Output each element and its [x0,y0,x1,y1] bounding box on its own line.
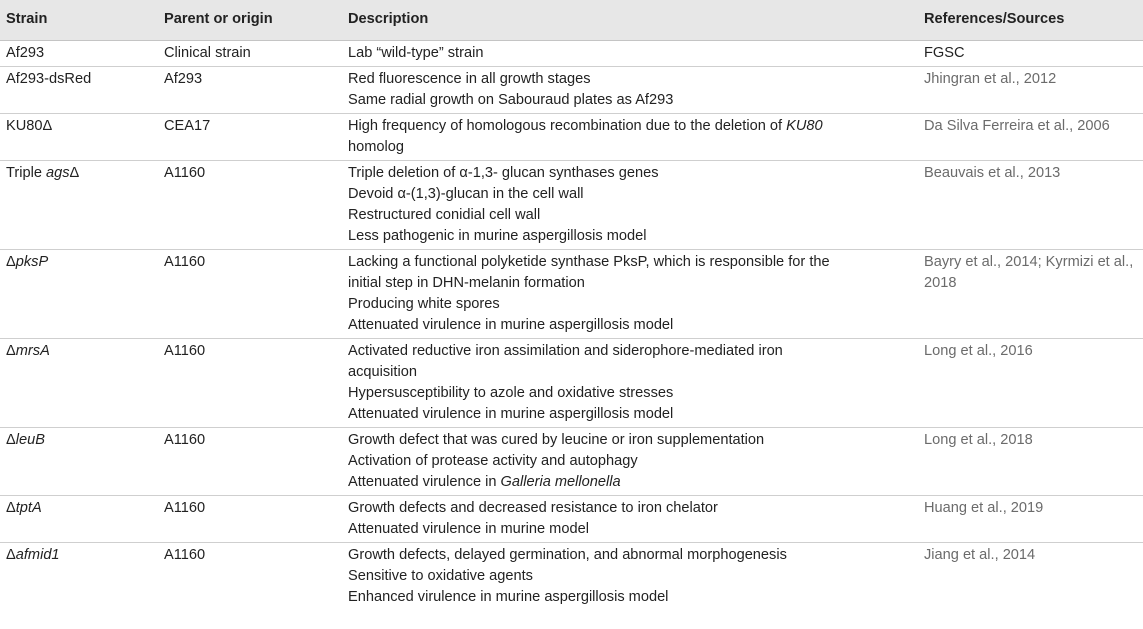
description-line [348,184,918,205]
description-line [348,404,918,425]
strain-cell [0,67,158,114]
description-line [348,519,918,540]
description-text: Same radial growth on Sabouraud plates as Af293 [348,92,674,108]
description-text: Activation of protease activity and autophagy [348,453,638,469]
table-row [0,496,1143,543]
reference-text: Long et al., 2016 [924,343,1033,359]
description-text: Activated reductive iron assimilation and siderophore-mediated iron [348,343,783,359]
parent-cell: A1160 [164,547,206,563]
reference-text: Bayry et al., 2014; Kyrmizi et al., [924,254,1134,270]
description-text: Restructured conidial cell wall [348,207,541,223]
description-text: Enhanced virulence in murine aspergillosis model [348,589,669,605]
description-cell [342,428,918,496]
table-row [0,114,1143,161]
description-text: Attenuated virulence in murine model [348,521,589,537]
table-row [0,543,1143,611]
description-cell [342,161,918,250]
table-row [0,67,1143,114]
table-row [0,250,1143,339]
reference-cell [918,543,1143,611]
strain-name: Triple [6,165,47,181]
reference-text: Beauvais et al., 2013 [924,165,1061,181]
parent-cell: A1160 [158,250,342,339]
strain-name: Δ [6,547,16,563]
description-cell [342,114,918,161]
description-line [348,472,918,493]
strain-name: Δ [6,343,16,359]
description-text: Red fluorescence in all growth stages [348,71,591,87]
description-text: Attenuated virulence in murine aspergillosis model [348,317,674,333]
description-line [348,545,918,566]
table-row [0,428,1143,496]
table-header [0,0,1143,41]
parent-cell: A1160 [158,496,342,543]
parent-cell: CEA17 [158,114,342,161]
strain-name-italic: afmid1 [15,547,60,563]
description-line [348,205,918,226]
description-line [348,566,918,587]
reference-text: Da Silva Ferreira et al., 2006 [924,118,1110,134]
description-line [348,163,918,184]
description-line [348,430,918,451]
strain-cell [0,496,158,543]
description-line [348,252,918,273]
strain-name-italic: tptA [15,500,42,516]
strain-cell [0,114,158,161]
description-text: acquisition [348,364,417,380]
description-line [348,294,918,315]
reference-cell [918,161,1143,250]
description-cell [342,67,918,114]
description-line [348,43,918,64]
description-text: Hypersusceptibility to azole and oxidative stresses [348,385,674,401]
header-references: References/Sources [918,0,1143,41]
table-row [0,161,1143,250]
reference-text: Long et al., 2018 [924,432,1033,448]
description-text: homolog [348,139,404,155]
strain-name-suffix: Δ [69,165,80,181]
strain-cell [0,41,158,67]
description-line [348,116,918,137]
strain-name: Δ [6,500,16,516]
description-text: Lab “wild-type” strain [348,45,484,61]
description-text: Sensitive to oxidative agents [348,568,533,584]
strain-name-italic: leuB [15,432,45,448]
description-cell [342,339,918,428]
description-line [348,315,918,336]
description-line [348,137,918,158]
description-line [348,90,918,111]
reference-cell [918,428,1143,496]
reference-text: Jiang et al., 2014 [924,547,1036,563]
description-cell [342,543,918,611]
strain-cell [0,161,158,250]
reference-cell [918,339,1143,428]
description-text: Less pathogenic in murine aspergillosis model [348,228,647,244]
description-cell [342,496,918,543]
description-cell [342,250,918,339]
strain-cell [0,543,158,611]
reference-text: Huang et al., 2019 [924,500,1044,516]
reference-cell [918,41,1143,67]
description-text: Devoid α-(1,3)-glucan in the cell wall [348,186,584,202]
description-line [348,451,918,472]
parent-cell: Af293 [158,67,342,114]
description-text: Attenuated virulence in murine aspergillosis model [348,406,674,422]
reference-cell [918,114,1143,161]
description-line [348,273,918,294]
strain-cell [0,428,158,496]
parent-cell: A1160 [158,428,342,496]
strain-cell [0,250,158,339]
reference-cell [918,250,1143,339]
table-row [0,41,1143,67]
description-line [348,587,918,608]
description-text: Lacking a functional polyketide synthase PksP, which is responsible for the [348,254,830,270]
table-row [0,339,1143,428]
strain-name: Δ [6,432,16,448]
description-line [348,383,918,404]
parent-cell: A1160 [158,161,342,250]
strain-name: KU80Δ [6,118,53,134]
description-text: Growth defects and decreased resistance to iron chelator [348,500,718,516]
parent-cell: A1160 [158,339,342,428]
reference-cell [918,496,1143,543]
description-text: Growth defect that was cured by leucine or iron supplementation [348,432,765,448]
header-strain: Strain [0,0,158,41]
description-italic: KU80 [786,118,823,134]
header-description: Description [342,0,918,41]
description-italic: Galleria mellonella [500,474,621,490]
description-text: Triple deletion of α-1,3- glucan synthases genes [348,165,659,181]
table-body [0,41,1143,611]
description-text: Attenuated virulence in [348,474,501,490]
description-text: Producing white spores [348,296,500,312]
reference-cell [918,67,1143,114]
strain-name-italic: mrsA [15,343,50,359]
header-row [0,0,1143,41]
reference-text: 2018 [924,275,957,291]
description-line [348,226,918,247]
reference-text: Jhingran et al., 2012 [924,71,1057,87]
description-line [348,362,918,383]
description-text: initial step in DHN-melanin formation [348,275,585,291]
reference-text: FGSC [924,45,965,61]
description-text: Growth defects, delayed germination, and abnormal morphogenesis [348,547,787,563]
strain-name: Af293-dsRed [6,71,92,87]
description-text: High frequency of homologous recombination due to the deletion of [348,118,787,134]
parent-cell: Clinical strain [158,41,342,67]
strain-name-italic: ags [46,165,70,181]
strain-name: Δ [6,254,16,270]
description-line [348,498,918,519]
strain-name-italic: pksP [15,254,49,270]
strain-cell [0,339,158,428]
description-line [348,341,918,362]
description-line [348,69,918,90]
header-parent: Parent or origin [158,0,342,41]
description-cell [342,41,918,67]
strain-name: Af293 [6,45,45,61]
